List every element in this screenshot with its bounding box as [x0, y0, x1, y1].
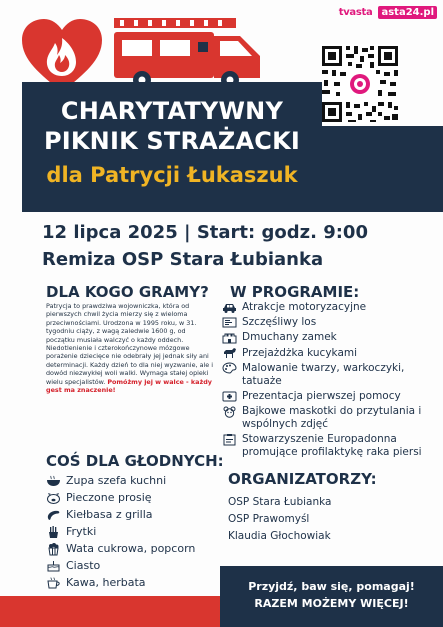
food-item-label: Kawa, herbata [66, 576, 146, 589]
program-item-label: Dmuchany zamek [242, 331, 337, 344]
program-list [222, 301, 434, 462]
title-line-3: dla Patrycji Łukaszuk [46, 163, 298, 187]
list-item [222, 362, 434, 388]
asta24-logo: asta24.pl [378, 6, 437, 19]
pig-icon [46, 491, 61, 505]
food-item-label: Frytki [66, 525, 97, 538]
brand-logos [339, 6, 437, 19]
who-description [46, 302, 216, 394]
list-item [46, 559, 195, 573]
program-item-label: Malowanie twarzy, warkoczyki, tatuaże [242, 361, 405, 387]
who-highlight: Pomóżmy jej w walce - każdy gest ma znaczenie! [46, 377, 212, 395]
list-item [222, 390, 434, 403]
food-item-label: Pieczone prosię [66, 491, 152, 504]
food-item-label: Kiełbasa z grilla [66, 508, 153, 521]
ticket-icon [222, 316, 237, 329]
tvasta-logo: tvasta [338, 7, 373, 18]
first-aid-icon [222, 390, 237, 403]
castle-icon [222, 331, 237, 344]
program-item-label: Stowarzyszenie Europadonna promujące profilaktykę raka piersi [242, 433, 422, 459]
list-item [222, 301, 434, 314]
list-item [46, 474, 195, 488]
list-item [222, 405, 434, 431]
program-item-label: Prezentacja pierwszej pomocy [242, 389, 401, 402]
who-body: Patrycja to prawdziwa wojowniczka, która od pierwszych chwil życia mierzy się z wieloma przeciwnościami. Urodzona w 1995 roku, w 31. tygodniu ciąży, z wagą zaledwie 1600 g, od początku musiała walczyć o każdy oddech. Niedotlenienie i czterokończynowe mózgowe porażenie dziecięce nie odebrały jej jednak siły ani determinacji. Każdy dzień to dla niej wyzwanie, ale i dowód niezwykłej woli walki. Wymaga stałej opieki wielu specjalistów. [46, 302, 214, 386]
list-item [222, 433, 434, 459]
food-item-label: Wata cukrowa, popcorn [66, 542, 196, 555]
event-venue: Remiza OSP Stara Łubianka [42, 249, 324, 270]
list-item [222, 331, 434, 344]
list-item [222, 316, 434, 329]
program-item-label: Przejażdżka kucykami [242, 346, 358, 359]
fries-icon [46, 525, 61, 539]
popcorn-icon [46, 542, 61, 556]
soup-icon [46, 474, 61, 488]
list-item [46, 508, 195, 522]
mascot-icon [222, 405, 237, 418]
coffee-icon [46, 576, 61, 590]
footer-line-2: RAZEM MOŻEMY WIĘCEJ! [254, 597, 409, 610]
program-item-label: Szczęśliwy los [242, 316, 317, 329]
program-item-label: Atrakcje motoryzacyjne [242, 301, 367, 313]
list-item: OSP Stara Łubianka [228, 496, 332, 508]
footer-panel [220, 566, 443, 627]
list-item [46, 542, 195, 556]
organizers-heading: ORGANIZATORZY: [228, 470, 377, 488]
fire-truck-icon [112, 14, 262, 90]
list-item [46, 576, 195, 590]
food-item-label: Ciasto [66, 559, 101, 572]
title-panel-extension [322, 126, 443, 212]
food-heading: COŚ DLA GŁODNYCH: [46, 452, 224, 470]
list-item [222, 347, 434, 360]
program-heading: W PROGRAMIE: [230, 283, 360, 301]
list-item [46, 525, 195, 539]
clipboard-icon [222, 433, 237, 446]
food-list [46, 474, 195, 593]
list-item: OSP Prawomyśl [228, 513, 310, 525]
title-line-2: PIKNIK STRAŻACKI [43, 127, 301, 155]
car-icon [222, 301, 237, 314]
who-heading: DLA KOGO GRAMY? [46, 283, 209, 301]
pony-icon [222, 347, 237, 360]
title-panel [22, 82, 322, 212]
list-item: Klaudia Głochowiak [228, 530, 331, 542]
qr-code-image[interactable] [320, 44, 400, 124]
cake-icon [46, 559, 61, 573]
footer-line-1: Przyjdź, baw się, pomagaj! [248, 580, 415, 593]
organizers-list [228, 496, 331, 547]
food-item-label: Zupa szefa kuchni [66, 474, 167, 487]
palette-icon [222, 362, 237, 375]
sausage-icon [46, 508, 61, 522]
title-line-1: CHARYTATYWNY [60, 97, 284, 125]
program-item-label: Bajkowe maskotki do przytulania i wspólnych zdjęć [242, 405, 422, 431]
list-item [46, 491, 195, 505]
event-date: 12 lipca 2025 | Start: godz. 9:00 [42, 222, 368, 243]
